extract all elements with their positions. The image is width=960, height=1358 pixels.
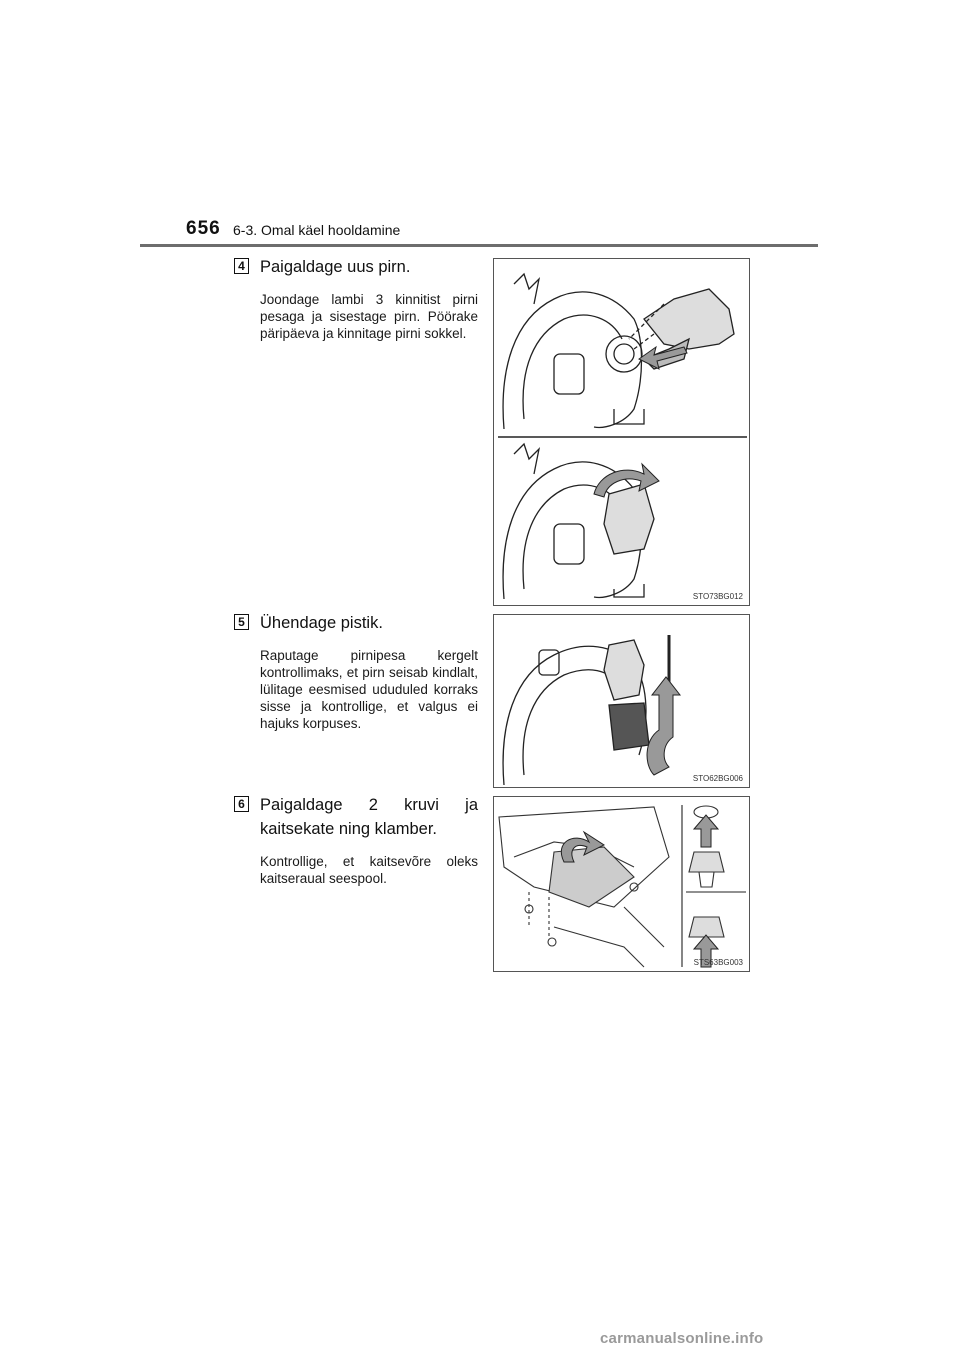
step-text: Raputage pirnipesa kergelt kontrollimaks, et pirn seisab kindlalt, lülitage eesmised ududuled korraks sisse ja kontrollige, et valgus ei hajuks korpuses. <box>260 648 478 731</box>
step-title: Ühendage pistik. <box>260 614 383 632</box>
step-number-badge: 4 <box>234 258 249 274</box>
step-5 <box>234 614 478 732</box>
step-title: Paigaldage 2 kruvi ja kaitsekate ning klamber. <box>260 796 478 838</box>
watermark-text: carmanualsonline.info <box>600 1330 764 1347</box>
header-rule <box>140 244 818 247</box>
step-title: Paigaldage uus pirn. <box>260 258 411 276</box>
figure-code: STS63BG003 <box>693 958 743 967</box>
figure-screws-cover <box>493 796 750 972</box>
figure-code: STO62BG006 <box>692 774 743 783</box>
step-6 <box>234 796 478 887</box>
step-number-badge: 6 <box>234 796 249 812</box>
bulb-install-illustration <box>494 259 751 607</box>
figure-bulb-install <box>493 258 750 606</box>
step-text: Kontrollige, et kaitsevõre oleks kaitseraual seespool. <box>260 854 478 886</box>
screws-cover-illustration <box>494 797 751 973</box>
step-text: Joondage lambi 3 kinnitist pirni pesaga ja sisestage pirn. Pöörake päripäeva ja kinnitage pirni sokkel. <box>260 292 478 341</box>
step-4 <box>234 258 478 342</box>
section-title: 6-3. Omal käel hooldamine <box>233 222 401 238</box>
figure-connector <box>493 614 750 788</box>
page-number: 656 <box>186 218 221 239</box>
figure-code: STO73BG012 <box>692 592 743 601</box>
connector-illustration <box>494 615 751 789</box>
step-number-badge: 5 <box>234 614 249 630</box>
